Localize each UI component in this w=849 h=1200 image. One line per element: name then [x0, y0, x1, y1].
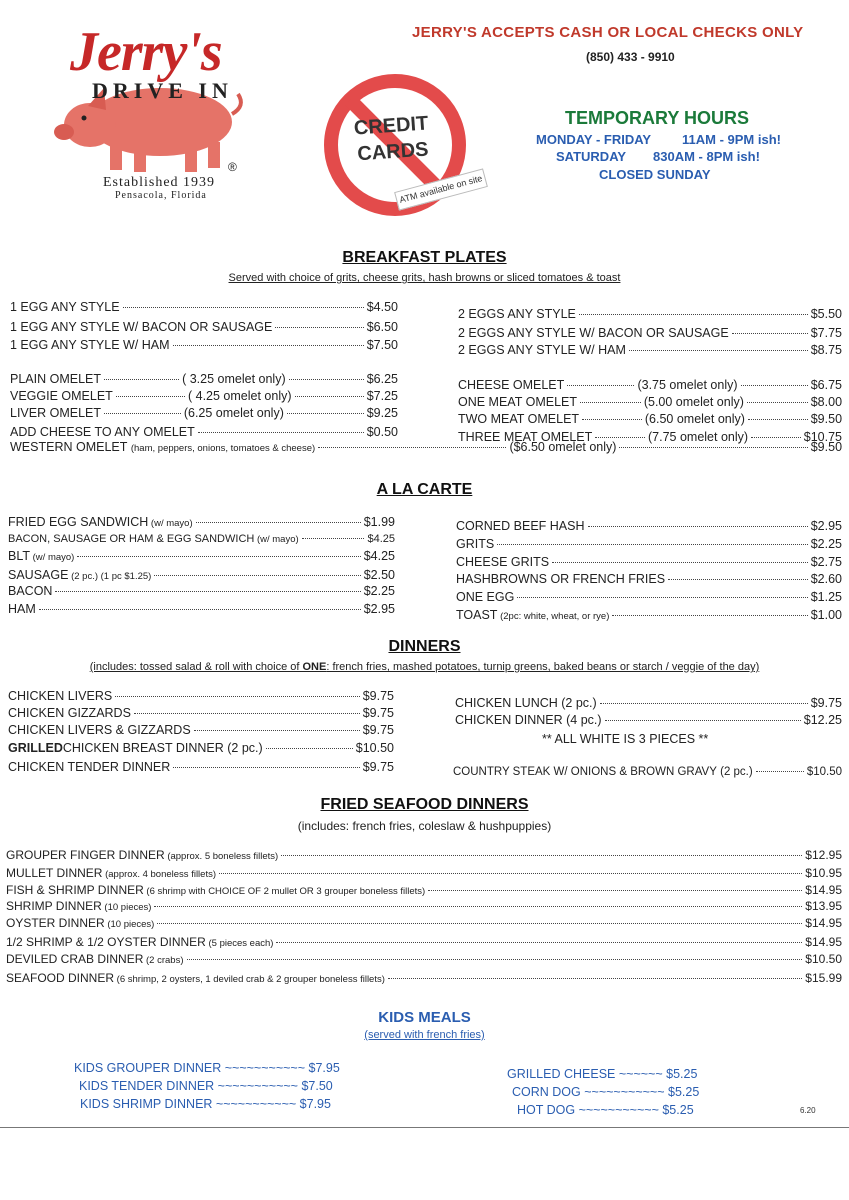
menu-item-alacarte: CORNED BEEF HASH $2.95	[456, 519, 842, 533]
menu-item-breakfast: THREE MEAT OMELET (7.75 omelet only) $10.75	[458, 430, 843, 444]
menu-item-dinner: CHICKEN LUNCH (2 pc.) $9.75	[455, 696, 842, 710]
menu-item-breakfast: 2 EGGS ANY STYLE W/ HAM $8.75	[458, 343, 842, 357]
menu-item-breakfast: 1 EGG ANY STYLE W/ HAM $7.50	[10, 338, 398, 352]
menu-item-breakfast: LIVER OMELET (6.25 omelet only) $9.25	[10, 406, 398, 420]
seafood-subtitle: (includes: french fries, coleslaw & hushpuppies)	[297, 819, 552, 833]
menu-item-breakfast: ONE MEAT OMELET (5.00 omelet only) $8.00	[458, 395, 843, 409]
menu-item-breakfast: 1 EGG ANY STYLE W/ BACON OR SAUSAGE $6.50	[10, 320, 398, 334]
hours-title: TEMPORARY HOURS	[565, 108, 750, 128]
menu-item-kids: HOT DOG ~~~~~~~~~~~ $5.25	[517, 1103, 694, 1117]
bottom-rule	[0, 1127, 849, 1128]
menu-item-seafood: GROUPER FINGER DINNER (approx. 5 boneless fillets) $12.95	[6, 848, 842, 862]
kids-title: KIDS MEALS	[378, 1009, 471, 1026]
menu-item-western-omelet: WESTERN OMELET (ham, peppers, onions, tomatoes & cheese) ($6.50 omelet only) $9.50	[10, 440, 843, 454]
menu-item-seafood: DEVILED CRAB DINNER (2 crabs) $10.50	[6, 952, 842, 966]
menu-item-alacarte: BACON $2.25	[8, 584, 395, 598]
menu-item-seafood: SEAFOOD DINNER (6 shrimp, 2 oysters, 1 deviled crab & 2 grouper boneless fillets) $15.99	[6, 971, 842, 985]
menu-item-breakfast: 2 EGGS ANY STYLE W/ BACON OR SAUSAGE $7.75	[458, 326, 842, 340]
phone-number: (850) 433 - 9910	[586, 50, 675, 64]
menu-item-kids: KIDS TENDER DINNER ~~~~~~~~~~~ $7.50	[79, 1079, 333, 1093]
menu-item-alacarte: ONE EGG $1.25	[456, 590, 842, 604]
version-code: 6.20	[800, 1106, 816, 1115]
kids-subtitle: (served with french fries)	[364, 1029, 485, 1041]
menu-item-breakfast: CHEESE OMELET (3.75 omelet only) $6.75	[458, 378, 842, 392]
menu-item-dinner: CHICKEN DINNER (4 pc.) $12.25	[455, 713, 842, 727]
breakfast-title: BREAKFAST PLATES	[342, 249, 507, 266]
menu-item-alacarte: SAUSAGE (2 pc.) (1 pc $1.25) $2.50	[8, 568, 395, 582]
menu-item-breakfast: PLAIN OMELET ( 3.25 omelet only) $6.25	[10, 372, 398, 386]
menu-item-seafood: SHRIMP DINNER (10 pieces) $13.95	[6, 899, 842, 913]
hours-time-weekday: 11AM - 9PM ish!	[682, 132, 781, 147]
menu-item-alacarte: BACON, SAUSAGE OR HAM & EGG SANDWICH (w/ mayo) $4.25	[8, 533, 395, 545]
menu-item-dinner: CHICKEN TENDER DINNER $9.75	[8, 760, 394, 774]
registered-mark: ®	[228, 160, 237, 174]
menu-item-alacarte: FRIED EGG SANDWICH (w/ mayo) $1.99	[8, 515, 395, 529]
menu-item-alacarte: GRITS $2.25	[456, 537, 842, 551]
credit-cards-label: CREDIT CARDS	[353, 112, 430, 166]
menu-item-alacarte: TOAST (2pc: white, wheat, or rye) $1.00	[456, 608, 842, 622]
logo-name: Jerry's	[70, 21, 222, 83]
menu-item-breakfast: TWO MEAT OMELET (6.50 omelet only) $9.50	[458, 412, 843, 426]
atm-note: ATM available on site	[394, 168, 488, 210]
menu-item-seafood: FISH & SHRIMP DINNER (6 shrimp with CHOICE OF 2 mullet OR 3 grouper boneless fillets) $14.95	[6, 883, 842, 897]
menu-item-seafood: MULLET DINNER (approx. 4 boneless fillets) $10.95	[6, 866, 842, 880]
logo-sub: DRIVE IN	[92, 78, 233, 103]
seafood-title: FRIED SEAFOOD DINNERS	[320, 796, 529, 813]
menu-item-breakfast: 2 EGGS ANY STYLE $5.50	[458, 307, 842, 321]
menu-item-kids: CORN DOG ~~~~~~~~~~~ $5.25	[512, 1085, 700, 1099]
menu-item-alacarte: CHEESE GRITS $2.75	[456, 555, 842, 569]
menu-item-kids: GRILLED CHEESE ~~~~~~ $5.25	[507, 1067, 698, 1081]
menu-item-alacarte: HAM $2.95	[8, 602, 395, 616]
breakfast-subtitle: Served with choice of grits, cheese grits, hash browns or sliced tomatoes & toast	[228, 272, 621, 284]
alacarte-title: A LA CARTE	[376, 481, 473, 498]
menu-item-alacarte: BLT (w/ mayo) $4.25	[8, 549, 395, 563]
menu-item-dinner: CHICKEN LIVERS & GIZZARDS $9.75	[8, 723, 394, 737]
menu-item-seafood: OYSTER DINNER (10 pieces) $14.95	[6, 916, 842, 930]
menu-item-breakfast: VEGGIE OMELET ( 4.25 omelet only) $7.25	[10, 389, 398, 403]
hours-day-weekday: MONDAY - FRIDAY	[536, 132, 652, 147]
menu-item-breakfast: 1 EGG ANY STYLE $4.50	[10, 300, 398, 314]
location: Pensacola, Florida	[115, 190, 207, 201]
menu-item-dinner: CHICKEN GIZZARDS $9.75	[8, 706, 394, 720]
menu-item-dinner: GRILLED CHICKEN BREAST DINNER (2 pc.) $10.50	[8, 741, 394, 755]
menu-item-dinner: CHICKEN LIVERS $9.75	[8, 689, 394, 703]
dinners-subtitle: (includes: tossed salad & roll with choice of ONE: french fries, mashed potatoes, turnip greens, baked beans or starch / veggie of the day)	[89, 661, 760, 673]
menu-item-kids: KIDS SHRIMP DINNER ~~~~~~~~~~~ $7.95	[80, 1097, 331, 1111]
all-white-note: ** ALL WHITE IS 3 PIECES **	[542, 732, 709, 746]
menu-item-kids: KIDS GROUPER DINNER ~~~~~~~~~~~ $7.95	[74, 1061, 340, 1075]
payment-notice: JERRY'S ACCEPTS CASH OR LOCAL CHECKS ONLY	[412, 24, 804, 41]
hours-closed: CLOSED SUNDAY	[599, 167, 711, 182]
established: Established 1939	[103, 175, 216, 190]
dinners-title: DINNERS	[388, 638, 461, 655]
hours-time-saturday: 830AM - 8PM ish!	[653, 149, 760, 164]
menu-item-country-steak: COUNTRY STEAK W/ ONIONS & BROWN GRAVY (2 pc.) $10.50	[453, 766, 842, 778]
menu-item-breakfast: ADD CHEESE TO ANY OMELET $0.50	[10, 425, 398, 439]
hours-day-saturday: SATURDAY	[556, 149, 627, 164]
menu-item-seafood: 1/2 SHRIMP & 1/2 OYSTER DINNER (5 pieces each) $14.95	[6, 935, 842, 949]
menu-item-alacarte: HASHBROWNS OR FRENCH FRIES $2.60	[456, 572, 842, 586]
